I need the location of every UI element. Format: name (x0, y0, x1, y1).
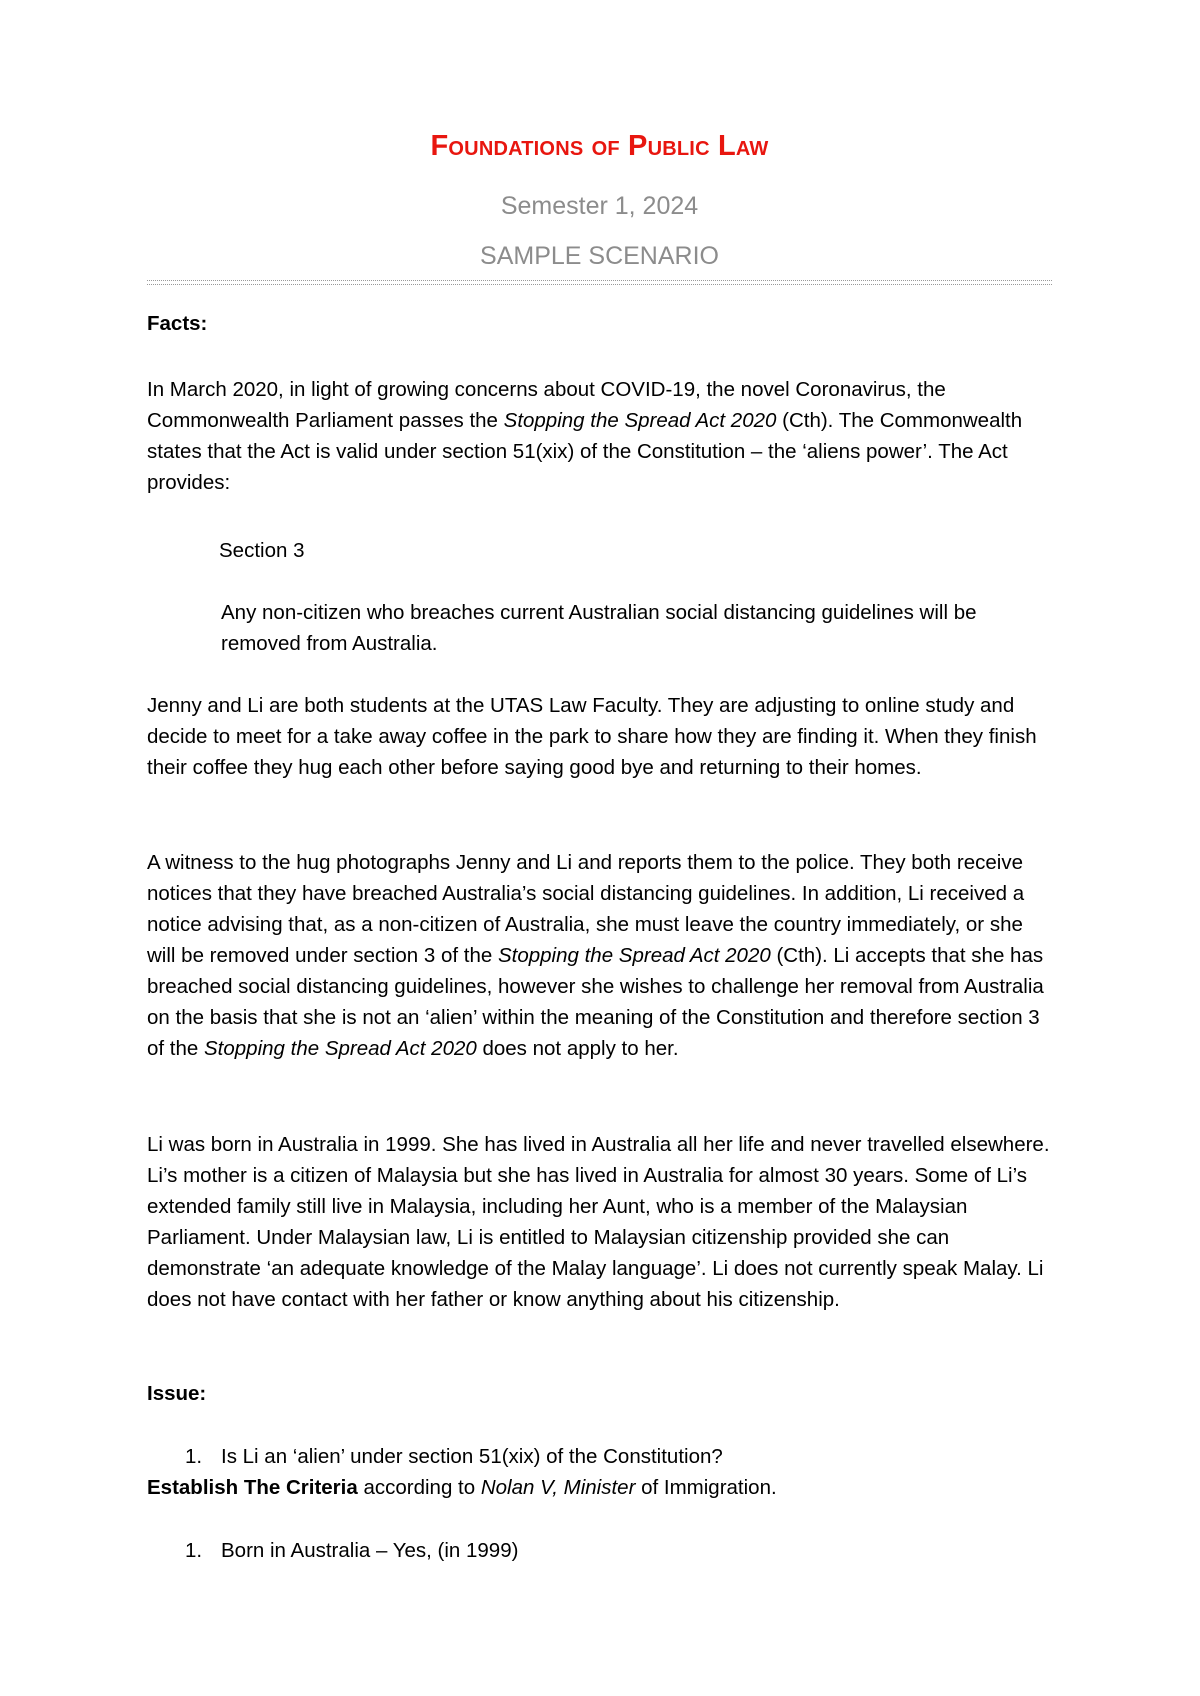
semester-subtitle: Semester 1, 2024 (500, 192, 699, 220)
criteria-text-b: of Immigration. (635, 1476, 777, 1499)
section-text: Any non-citizen who breaches current Australian social distancing guidelines will be removed from Australia. (221, 601, 977, 655)
facts-paragraph-4: Li was born in Australia in 1999. She has lived in Australia all her life and never travelled elsewhere. Li’s mother is a citizen of Malaysia but she has lived in Australia for almost 30 years. Some of Li’s extended family still live in Malaysia, including her Aunt, who is a member of the Malaysian Parliament. Under Malaysian law, Li is entitled to Malaysian citizenship provided she can demonstrate ‘an adequate knowledge of the Malay language’. Li does not currently speak Malay. Li does not have contact with her father or know anything about his citizenship. (147, 1133, 1050, 1311)
facts-p3-text-a: A witness to the hug photographs Jenny and Li and reports them to the police. They both receive notices that they have breached Australia’s social distancing guidelines. In addition, Li received a notice advising that, as a non-citizen of Australia, she must leave the country immediately, or she will be removed under section 3 of the (147, 851, 1025, 967)
issue-heading: Issue: (147, 1382, 207, 1405)
act-name: Stopping the Spread Act 2020 (204, 1037, 477, 1060)
facts-p3-text-b: (Cth). Li accepts that she has breached social distancing guidelines, however she wishes to challenge her removal from Australia on the basis that she is not an ‘alien’ within the meaning of the Constitution and therefore section 3 of the (147, 944, 1044, 1060)
issue-list-number: 1. (185, 1445, 203, 1468)
facts-heading: Facts: (147, 312, 208, 335)
header-divider (147, 280, 1052, 285)
criteria-list-text: Born in Australia – Yes, (in 1999) (221, 1539, 519, 1562)
criteria-text-a: according to (357, 1476, 481, 1499)
criteria-bold: Establish The Criteria (147, 1476, 358, 1499)
facts-paragraph-2: Jenny and Li are both students at the UTAS Law Faculty. They are adjusting to online study and decide to meet for a take away coffee in the park to share how they are finding it. When they finish their coffee they hug each other before saying good bye and returning to their homes. (147, 694, 1037, 779)
case-name: Nolan V, Minister (480, 1476, 636, 1499)
facts-p1-text-a: In March 2020, in light of growing concerns about COVID-19, the novel Coronavirus, the Commonwealth Parliament passes the (147, 378, 946, 432)
facts-p1-text-b: (Cth). The Commonwealth states that the Act is valid under section 51(xix) of the Constitution – the ‘aliens power’. The Act provides: (147, 409, 1023, 494)
section-label: Section 3 (219, 539, 305, 562)
criteria-list-item (185, 1535, 518, 1566)
document-title: Foundations of Public Law (430, 130, 769, 162)
facts-paragraph-3 (147, 847, 1052, 1064)
issue-list-text: Is Li an ‘alien’ under section 51(xix) of the Constitution? (221, 1445, 723, 1468)
criteria-list-number: 1. (185, 1539, 203, 1562)
facts-paragraph-1 (147, 374, 1052, 498)
scenario-subtitle: SAMPLE SCENARIO (480, 242, 719, 270)
facts-p3-text-c: does not apply to her. (476, 1037, 679, 1060)
act-name: Stopping the Spread Act 2020 (497, 944, 771, 967)
act-name: Stopping the Spread Act 2020 (503, 409, 777, 432)
document-page (147, 0, 1052, 1696)
criteria-line (147, 1472, 1052, 1503)
issue-list-item (185, 1441, 723, 1472)
